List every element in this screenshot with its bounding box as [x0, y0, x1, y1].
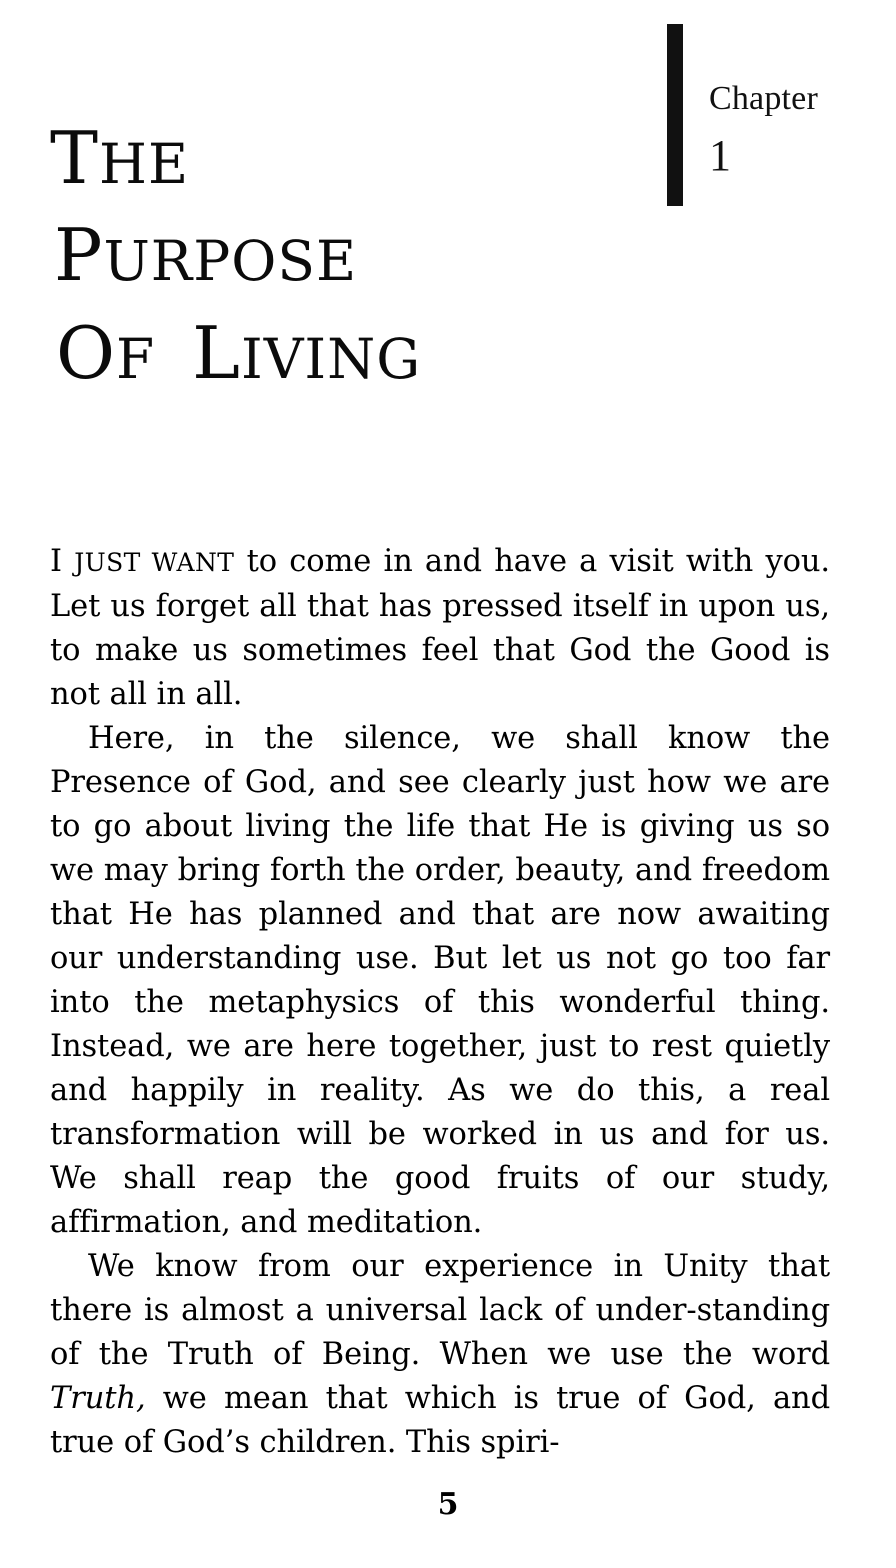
title-line-1-rest: HE: [99, 132, 190, 196]
body-text-column: [50, 540, 830, 1465]
chapter-label: Chapter: [708, 80, 818, 117]
title-line-3-rest: IVING: [240, 327, 422, 392]
title-line-2-rest: URPOSE: [103, 228, 358, 293]
paragraph-3: [50, 1245, 830, 1465]
paragraph-3-italic-term: Truth,: [50, 1381, 146, 1416]
title-line-3-of-rest: F: [116, 327, 156, 392]
chapter-number: 1: [708, 131, 731, 180]
chapter-marker: [667, 24, 818, 206]
chapter-text-group: [709, 24, 818, 178]
paragraph-1: [50, 540, 830, 717]
paragraph-3-part-2: we mean that which is true of God, and true of God’s children. This spiri-: [50, 1381, 830, 1460]
title-line-1-cap: T: [50, 116, 100, 200]
paragraph-1-text: to come in and have a visit with you. Let us forget all that has pressed itself in upon us, to make us sometimes feel that God the Good is not all in all.: [50, 544, 830, 712]
title-line-3: [56, 313, 608, 394]
title-line-3-of-cap: O: [56, 311, 117, 396]
paragraph-1-lead-smallcaps: JUST WANT: [74, 548, 235, 577]
title-line-2-cap: P: [54, 212, 104, 297]
page-title: [48, 118, 608, 394]
title-line-3-cap: L: [192, 311, 241, 396]
title-line-2: [54, 212, 608, 297]
chapter-rule-bar: [667, 24, 683, 206]
paragraph-2: Here, in the silence, we shall know the Presence of God, and see clearly just how we are to go about living the life that He is giving us so we may bring forth the order, beauty, and freedom that He has planned and that are now awaiting our understanding use. But let us not go too far into the metaphysics of this wonderful thing. Instead, we are here together, just to rest quietly and happily in reality. As we do this, a real transformation will be worked in us and for us. We shall reap the good fruits of our study, affirmation, and meditation.: [50, 721, 830, 1240]
paragraph-1-lead-initial: I: [50, 544, 62, 579]
paragraph-3-part-1: We know from our experience in Unity that there is almost a universal lack of under-standing of the Truth of Being. When we use the word: [50, 1249, 830, 1372]
title-line-1: [50, 118, 608, 199]
page-number: 5: [437, 1487, 459, 1522]
